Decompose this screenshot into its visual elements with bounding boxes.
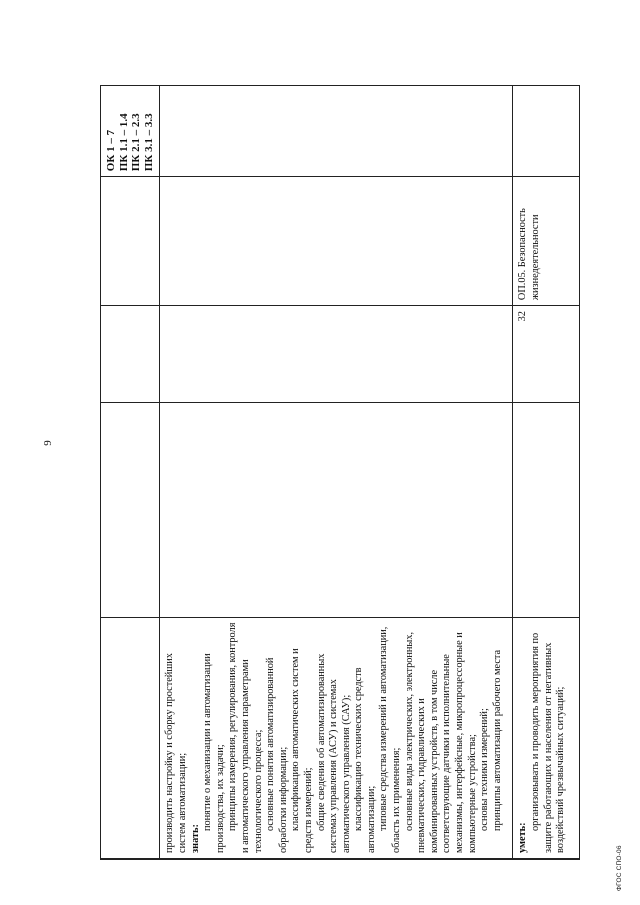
hours-cell: 32 — [513, 306, 580, 403]
content-line: производства, их задачи; — [214, 744, 226, 853]
content-line: уметь: — [517, 822, 529, 853]
content-line: принципы измерения, регулирования, контроля — [227, 622, 239, 831]
table-cell — [101, 86, 160, 177]
rotated-page — [0, 85, 640, 905]
content-line: область их применения; — [391, 747, 403, 853]
content-line: средств измерений; — [302, 767, 314, 853]
content-line: классификацию технических средств — [353, 667, 365, 831]
content-line: основы техники измерений; — [479, 708, 491, 831]
content-line: понятие о механизации и автоматизации — [202, 653, 214, 831]
content-line: автоматического управления (САУ); — [340, 694, 352, 853]
curriculum-table — [100, 85, 580, 860]
content-line: основные понятия автоматизированной — [265, 657, 277, 831]
discipline-cell — [513, 177, 580, 306]
table-cell — [101, 617, 160, 858]
content-line: соответствующие датчики и исполнительные — [441, 654, 453, 853]
table-row-main — [160, 86, 513, 860]
table-cell — [160, 859, 513, 860]
content-cell — [513, 617, 580, 858]
table-row-bottom — [513, 86, 580, 860]
table-cell — [513, 403, 580, 618]
table-cell — [513, 86, 580, 177]
competency-code: ПК 1.1 – 1.4 — [117, 113, 130, 172]
competency-code: ПК 2.1 – 2.3 — [130, 113, 143, 172]
content-line: обработки информации; — [277, 746, 289, 853]
content-line: классификацию автоматических систем и — [290, 648, 302, 831]
content-line: пневматических, гидравлических и — [416, 698, 428, 853]
content-line: принципы автоматизации рабочего места — [491, 649, 503, 831]
content-line: комбинированных устройств, в том числе — [428, 669, 440, 853]
content-line: общие сведения об автоматизированных — [315, 653, 327, 831]
page-number: 9 — [42, 440, 54, 446]
footer-label: ФГОС СПО-06 — [616, 845, 623, 891]
discipline-name: ОП.05. Безопасность — [517, 208, 529, 301]
content-line: организовывать и проводить мероприятия по — [529, 632, 541, 831]
content-line: компьютерные устройства; — [466, 734, 478, 853]
content-line: технологического процесса; — [252, 729, 264, 853]
competency-code: ПК 3.1 – 3.3 — [142, 113, 155, 172]
table-cell — [513, 859, 580, 860]
table-cell — [160, 306, 513, 403]
table-cell — [160, 403, 513, 618]
table-cell — [101, 403, 160, 618]
content-line: воздействий чрезвычайных ситуаций; — [555, 686, 567, 853]
content-cell — [160, 617, 513, 858]
content-line: систем автоматизации; — [176, 752, 188, 853]
content-line: знать: — [189, 824, 201, 853]
discipline-name: жизнедеятельности — [529, 214, 541, 301]
content-line: производить настройку и сборку простейших — [164, 653, 176, 853]
content-line: и автоматического управления параметрами — [239, 659, 251, 853]
content-line: системах управления (АСУ) и системах — [328, 679, 340, 853]
table-cell — [101, 306, 160, 403]
competencies-cell — [160, 86, 513, 177]
table-cell — [160, 177, 513, 306]
content-line: типовые средства измерений и автоматизации, — [378, 626, 390, 831]
competency-code: ОК 1 – 7 — [105, 129, 117, 172]
table-cell — [101, 859, 160, 860]
content-line: автоматизации; — [365, 785, 377, 853]
content-line: механизмы, интерфейсные, микропроцессорные и — [454, 632, 466, 853]
table-row-top — [101, 86, 160, 860]
content-line: защите работающих и населения от негативных — [542, 642, 554, 853]
table-cell — [101, 177, 160, 306]
content-line: основные виды электрических, электронных, — [403, 631, 415, 831]
